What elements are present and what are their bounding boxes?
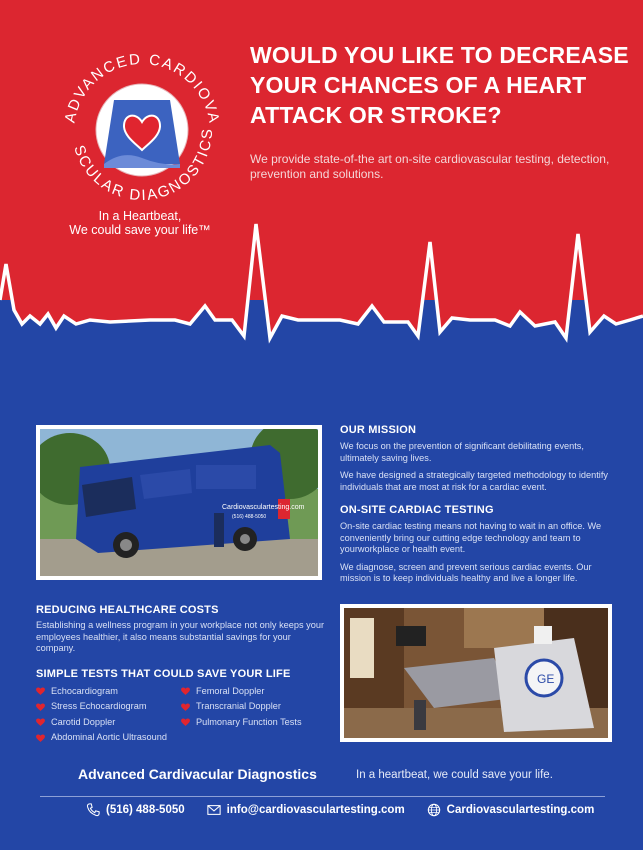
costs-text: Establishing a wellness program in your workplace not only keeps your employees healthier, it also means substantial savings for your company. xyxy=(36,620,325,653)
footer-company-name: Advanced Cardivacular Diagnostics xyxy=(78,766,317,782)
email-contact[interactable] xyxy=(207,803,405,817)
phone-number[interactable]: (516) 488-5050 xyxy=(106,804,185,816)
bus-side-phone: (516) 488-5050 xyxy=(232,514,267,520)
headline-line3: ATTACK OR STROKE? xyxy=(250,102,502,128)
tagline-line1: In a Heartbeat, xyxy=(98,209,182,223)
footer-divider xyxy=(40,796,605,797)
mission-title: OUR MISSION xyxy=(340,424,417,436)
test-item xyxy=(36,715,181,731)
test-item-label: Femoral Doppler xyxy=(196,685,265,696)
test-item xyxy=(36,730,181,746)
test-item xyxy=(181,684,302,700)
brand-tagline xyxy=(40,209,240,237)
page-headline xyxy=(250,40,630,130)
costs-and-tests-section xyxy=(36,604,326,746)
envelope-icon xyxy=(207,803,221,817)
test-item-label: Pulmonary Function Tests xyxy=(196,716,302,727)
heart-bullet-icon xyxy=(181,718,190,726)
bus-side-text: Cardiovasculartesting.com xyxy=(222,504,305,511)
tagline-line2: We could save your life™ xyxy=(69,223,211,237)
company-logo xyxy=(52,40,232,220)
test-item-label: Echocardiogram xyxy=(51,685,118,696)
svg-text:GE: GE xyxy=(537,672,555,686)
heart-bullet-icon xyxy=(181,687,190,695)
website-contact[interactable] xyxy=(427,803,595,817)
phone-contact[interactable] xyxy=(86,803,185,817)
mobile-unit-photo xyxy=(36,425,322,580)
logo-arc-text: ADVANCED CARDIOVA xyxy=(61,50,223,126)
heart-bullet-icon xyxy=(36,687,45,695)
mission-paragraph-2: We have designed a strategically targeted methodology to identify individuals that are most at risk for a cardiac event. xyxy=(340,470,608,492)
heart-bullet-icon xyxy=(36,703,45,711)
footer-tagline: In a heartbeat, we could save your life. xyxy=(356,769,553,781)
intro-text: We provide state-of-the art on-site cardiovascular testing, detection, prevention and solutions. xyxy=(250,152,610,181)
mission-section xyxy=(340,424,615,591)
mission-paragraph-1: We focus on the prevention of significant debilitating events, ultimately saving lives. xyxy=(340,441,584,463)
test-item-label: Abdominal Aortic Ultrasound xyxy=(51,732,167,742)
globe-icon xyxy=(427,803,441,817)
tests-title: SIMPLE TESTS THAT COULD SAVE YOUR LIFE xyxy=(36,667,291,680)
headline-line2: YOUR CHANCES OF A HEART xyxy=(250,72,587,98)
phone-icon xyxy=(86,803,100,817)
tests-column-2 xyxy=(181,684,302,746)
onsite-paragraph-1: On-site cardiac testing means not having to wait in an office. We conveniently bring our cutting edge technology and team to yourworkplace or health event. xyxy=(340,521,602,554)
heart-bullet-icon xyxy=(181,703,190,711)
svg-text:SCULAR DIAGNOSTICS: SCULAR DIAGNOSTICS xyxy=(70,126,217,205)
headline-line1: WOULD YOU LIKE TO DECREASE xyxy=(250,42,629,68)
heart-bullet-icon xyxy=(36,734,45,742)
test-item-label: Stress Echocardiogram xyxy=(51,701,147,711)
heart-bullet-icon xyxy=(36,718,45,726)
email-link[interactable]: info@cardiovasculartesting.com xyxy=(226,804,405,816)
test-item xyxy=(36,699,181,715)
ecg-heartbeat-line xyxy=(0,220,643,350)
test-item xyxy=(36,684,181,700)
test-item-label: Carotid Doppler xyxy=(51,716,116,727)
onsite-title: ON-SITE CARDIAC TESTING xyxy=(340,504,494,516)
onsite-paragraph-2: We diagnose, screen and prevent serious cardiac events. Our mission is to keep individuals healthy and live a longer life. xyxy=(340,561,592,583)
costs-title: REDUCING HEALTHCARE COSTS xyxy=(36,604,219,616)
test-item xyxy=(181,715,302,731)
test-item xyxy=(181,699,302,715)
tests-column-1 xyxy=(36,684,181,746)
tests-list xyxy=(36,684,326,746)
website-link[interactable]: Cardiovasculartesting.com xyxy=(446,804,595,816)
test-item-label: Transcranial Doppler xyxy=(196,701,281,711)
exam-room-photo xyxy=(340,604,612,742)
contact-bar xyxy=(86,803,616,817)
